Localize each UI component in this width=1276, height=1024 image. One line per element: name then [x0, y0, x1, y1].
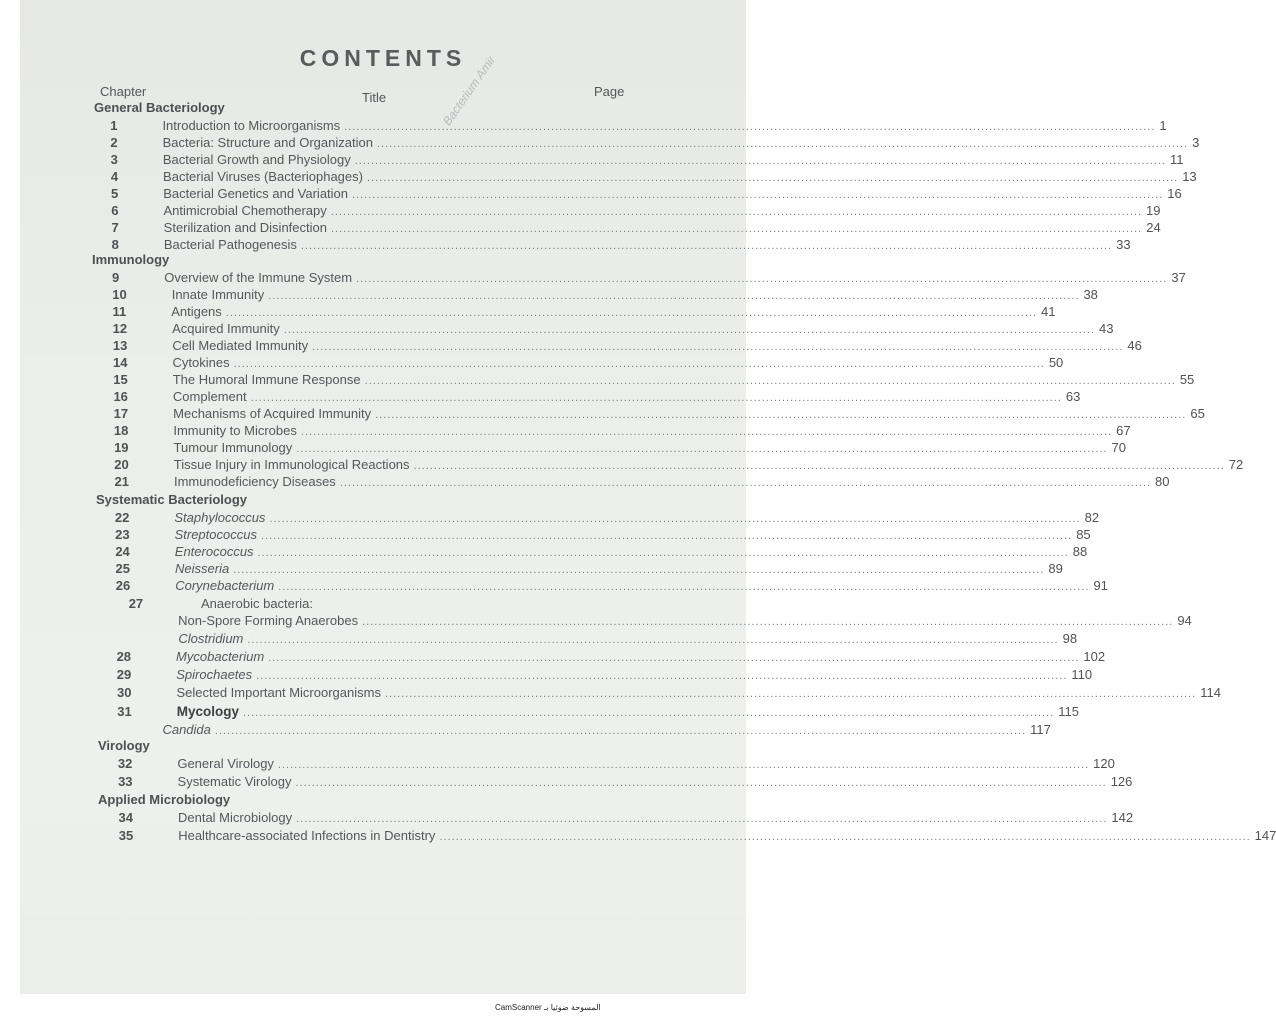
- toc-entry: [111, 220, 1161, 237]
- toc-entry: [117, 704, 1079, 721]
- page-number: 98: [1062, 631, 1078, 646]
- chapter-title: Bacterial Viruses (Bacteriophages): [163, 169, 363, 184]
- dot-leader: ........................................................................................................................................................................................................: [268, 652, 1080, 664]
- section-heading: Virology: [98, 738, 150, 753]
- toc-entry: [116, 613, 1192, 630]
- dot-leader: ........................................................................................................................................................................................................: [339, 477, 1152, 489]
- page-number: 110: [1071, 667, 1093, 682]
- toc-entry: [116, 631, 1078, 648]
- chapter-title: Non-Spore Forming Anaerobes: [178, 613, 359, 628]
- chapter-number: 4: [110, 169, 119, 184]
- chapter-number: 1: [110, 118, 118, 133]
- page-number: 38: [1083, 287, 1098, 302]
- page-number: 55: [1179, 372, 1195, 387]
- chapter-number: 35: [118, 828, 134, 843]
- dot-leader: ........................................................................................................................................................................................................: [413, 460, 1225, 472]
- page-number: 85: [1076, 527, 1091, 542]
- page-number: 63: [1065, 389, 1081, 404]
- page-number: 37: [1171, 270, 1186, 285]
- toc-entry: [110, 118, 1167, 135]
- toc-entry: [112, 321, 1114, 338]
- chapter-number: 2: [110, 135, 118, 150]
- page-number: 120: [1093, 756, 1115, 771]
- chapter-number: 32: [117, 756, 133, 771]
- dot-leader: ........................................................................................................................................................................................................: [296, 813, 1108, 825]
- dot-leader: ........................................................................................................................................................................................................: [233, 358, 1045, 370]
- chapter-number: 19: [114, 440, 129, 455]
- dot-leader: ........................................................................................................................................................................................................: [277, 759, 1090, 771]
- toc-entry: [112, 304, 1056, 321]
- chapter-title: Selected Important Microorganisms: [176, 685, 381, 700]
- toc-entry: [112, 338, 1142, 355]
- page-number: 65: [1190, 406, 1205, 421]
- chapter-number: 5: [111, 186, 119, 201]
- toc-entry: [113, 423, 1131, 440]
- chapter-number: 8: [111, 237, 119, 252]
- dot-leader: ........................................................................................................................................................................................................: [330, 223, 1143, 235]
- chapter-title: Bacterial Genetics and Variation: [163, 186, 349, 201]
- toc-entry: [113, 406, 1205, 423]
- chapter-number: 6: [111, 203, 119, 218]
- page-number: 24: [1146, 220, 1161, 235]
- toc-entry: [111, 237, 1131, 254]
- dot-leader: ........................................................................................................................................................................................................: [376, 138, 1189, 150]
- chapter-number: 24: [115, 544, 130, 559]
- section-heading: Systematic Bacteriology: [96, 492, 248, 507]
- chapter-number: 7: [111, 220, 119, 235]
- chapter-number: 22: [114, 510, 130, 525]
- toc-entry: [118, 828, 1276, 845]
- dot-leader: ........................................................................................................................................................................................................: [384, 688, 1197, 700]
- dot-leader: ........................................................................................................................................................................................................: [354, 155, 1166, 167]
- chapter-title: Spirochaetes: [176, 667, 253, 682]
- chapter-number: 23: [115, 527, 130, 542]
- chapter-title: Dental Microbiology: [177, 810, 293, 825]
- chapter-number: 14: [113, 355, 128, 370]
- chapter-title: Antimicrobial Chemotherapy: [163, 203, 327, 218]
- dot-leader: ........................................................................................................................................................................................................: [356, 273, 1168, 285]
- toc-entry: [117, 685, 1221, 702]
- chapter-title: Mycobacterium: [176, 649, 265, 664]
- page-number: 50: [1048, 355, 1064, 370]
- toc-entry: [115, 544, 1088, 561]
- chapter-title: The Humoral Immune Response: [172, 372, 361, 387]
- chapter-title: Enterococcus: [174, 544, 254, 559]
- toc-entry: [110, 169, 1197, 186]
- toc-entry: [110, 152, 1184, 169]
- chapter-number: 27: [128, 596, 144, 611]
- dot-leader: ........................................................................................................................................................................................................: [439, 831, 1251, 843]
- dot-leader: ........................................................................................................................................................................................................: [268, 290, 1080, 302]
- toc-entry: [113, 355, 1064, 372]
- toc-entry: [112, 270, 1186, 287]
- dot-leader: ........................................................................................................................................................................................................: [296, 443, 1108, 455]
- toc-entry: [114, 440, 1126, 457]
- page-title: CONTENTS: [299, 45, 467, 71]
- chapter-title: Bacterial Growth and Physiology: [162, 152, 351, 167]
- toc-entry: [116, 596, 668, 613]
- page-number: 13: [1182, 169, 1197, 184]
- chapter-title: Candida: [162, 722, 211, 737]
- chapter-number: 21: [114, 474, 129, 489]
- page-number: 102: [1083, 649, 1106, 664]
- page-number: 114: [1200, 685, 1221, 700]
- chapter-number: 20: [114, 457, 129, 472]
- page-number: 11: [1169, 152, 1184, 167]
- chapter-number: 29: [116, 667, 132, 682]
- toc-entry: [114, 474, 1170, 491]
- page-number: 82: [1084, 510, 1100, 525]
- toc-entry: [115, 527, 1091, 544]
- page-number: 80: [1155, 474, 1170, 489]
- chapter-number: 10: [112, 287, 127, 302]
- chapter-title: Staphylococcus: [174, 510, 266, 525]
- dot-leader: ........................................................................................................................................................................................................: [300, 240, 1113, 252]
- chapter-title: General Virology: [177, 756, 274, 771]
- page-number: 16: [1167, 186, 1182, 201]
- chapter-number: 31: [117, 704, 132, 719]
- page-number: 19: [1146, 203, 1161, 218]
- toc-entry: [117, 722, 1051, 739]
- chapter-title: Neisseria: [175, 561, 230, 576]
- dot-leader: ........................................................................................................................................................................................................: [256, 670, 1068, 682]
- section-heading: Immunology: [92, 252, 170, 267]
- scanned-page: [20, 0, 1276, 994]
- chapter-title: Bacteria: Structure and Organization: [162, 135, 373, 150]
- toc-entry: [117, 756, 1115, 773]
- dot-leader: ........................................................................................................................................................................................................: [330, 206, 1142, 218]
- page-number: 88: [1072, 544, 1088, 559]
- chapter-number: 30: [117, 685, 132, 700]
- dot-leader: ........................................................................................................................................................................................................: [278, 581, 1090, 593]
- chapter-number: 12: [112, 321, 128, 336]
- dot-leader: ........................................................................................................................................................................................................: [247, 634, 1059, 646]
- page-number: 67: [1116, 423, 1131, 438]
- dot-leader: ........................................................................................................................................................................................................: [352, 189, 1164, 201]
- page-number: 147: [1254, 828, 1276, 843]
- page-number: 1: [1159, 118, 1167, 133]
- column-header-title: Title: [362, 90, 387, 105]
- toc-entry: [113, 372, 1195, 389]
- chapter-title: Innate Immunity: [171, 287, 265, 302]
- dot-leader: ........................................................................................................................................................................................................: [260, 530, 1073, 542]
- chapter-title: Anaerobic bacteria:: [200, 596, 313, 611]
- chapter-title: Cytokines: [172, 355, 230, 370]
- scanner-footer: CamScanner المسوحة ضوئيا بـ: [495, 1003, 601, 1012]
- page-number: 89: [1048, 561, 1063, 576]
- chapter-title: Corynebacterium: [175, 578, 275, 593]
- dot-leader: ........................................................................................................................................................................................................: [242, 707, 1055, 719]
- dot-leader: ........................................................................................................................................................................................................: [364, 375, 1176, 387]
- chapter-title: Healthcare-associated Infections in Dentistry: [178, 828, 436, 843]
- chapter-number: 11: [112, 304, 127, 319]
- page-number: 91: [1093, 578, 1108, 593]
- page-number: 46: [1127, 338, 1142, 353]
- watermark-stamp: Bacterium Amir: [440, 53, 499, 129]
- dot-leader: ........................................................................................................................................................................................................: [344, 121, 1156, 133]
- toc-entry: [113, 389, 1081, 406]
- dot-leader: ........................................................................................................................................................................................................: [362, 616, 1174, 628]
- chapter-title: Bacterial Pathogenesis: [163, 237, 297, 252]
- dot-leader: ........................................................................................................................................................................................................: [214, 725, 1027, 737]
- toc-entry: [115, 561, 1063, 578]
- chapter-number: 33: [118, 774, 133, 789]
- chapter-title: Complement: [172, 389, 247, 404]
- chapter-title: Clostridium: [178, 631, 244, 646]
- page-number: 33: [1116, 237, 1131, 252]
- chapter-number: 34: [118, 810, 133, 825]
- section-heading: Applied Microbiology: [98, 792, 231, 807]
- page-number: 126: [1110, 774, 1133, 789]
- page-number: 72: [1228, 457, 1244, 472]
- dot-leader: ........................................................................................................................................................................................................: [312, 341, 1124, 353]
- toc-entry: [118, 774, 1133, 791]
- page-number: 117: [1030, 722, 1051, 737]
- chapter-number: 13: [112, 338, 128, 353]
- toc-entry: [114, 510, 1100, 527]
- toc-entry: [114, 457, 1244, 474]
- page-number: 3: [1192, 135, 1200, 150]
- chapter-number: 9: [112, 270, 120, 285]
- chapter-number: 26: [115, 578, 131, 593]
- chapter-title: Mechanisms of Acquired Immunity: [173, 406, 372, 421]
- toc-entry: [118, 810, 1134, 827]
- column-header-chapter: Chapter: [100, 84, 147, 99]
- toc-entry: [111, 203, 1161, 220]
- section-heading: General Bacteriology: [94, 100, 225, 115]
- page-number: 41: [1041, 304, 1056, 319]
- dot-leader: ........................................................................................................................................................................................................: [250, 392, 1062, 404]
- chapter-title: Sterilization and Disinfection: [163, 220, 327, 235]
- page-number: 115: [1058, 704, 1079, 719]
- chapter-title: Cell Mediated Immunity: [172, 338, 309, 353]
- chapter-number: 16: [113, 389, 128, 404]
- page-number: 142: [1111, 810, 1134, 825]
- chapter-number: 17: [113, 406, 129, 421]
- toc-entry: [115, 578, 1108, 595]
- chapter-number: 18: [113, 423, 129, 438]
- dot-leader: ........................................................................................................................................................................................................: [283, 324, 1095, 336]
- dot-leader: ........................................................................................................................................................................................................: [257, 547, 1069, 559]
- chapter-title: Systematic Virology: [177, 774, 292, 789]
- toc-entry: [112, 287, 1098, 304]
- chapter-number: 3: [110, 152, 118, 167]
- toc-entry: [111, 186, 1182, 203]
- chapter-number: 25: [115, 561, 130, 576]
- chapter-title: Tissue Injury in Immunological Reactions: [173, 457, 410, 472]
- chapter-title: Acquired Immunity: [172, 321, 280, 336]
- dot-leader: ........................................................................................................................................................................................................: [225, 307, 1038, 319]
- chapter-title: Mycology: [176, 704, 239, 719]
- dot-leader: ........................................................................................................................................................................................................: [295, 777, 1107, 789]
- chapter-title: Streptococcus: [174, 527, 257, 542]
- page-number: 94: [1177, 613, 1192, 628]
- dot-leader: ........................................................................................................................................................................................................: [269, 513, 1081, 525]
- chapter-title: Introduction to Microorganisms: [162, 118, 341, 133]
- chapter-title: Immunity to Microbes: [173, 423, 297, 438]
- chapter-number: 15: [113, 372, 128, 387]
- dot-leader: ........................................................................................................................................................................................................: [366, 172, 1179, 184]
- column-header-page: Page: [594, 84, 625, 99]
- chapter-title: Overview of the Immune System: [164, 270, 353, 285]
- page-number: 43: [1099, 321, 1114, 336]
- chapter-title: Tumour Immunology: [173, 440, 293, 455]
- chapter-title: Immunodeficiency Diseases: [173, 474, 336, 489]
- dot-leader: ........................................................................................................................................................................................................: [233, 564, 1045, 576]
- chapter-number: 28: [116, 649, 132, 664]
- chapter-title: Antigens: [171, 304, 222, 319]
- toc-entry: [116, 667, 1093, 684]
- toc-entry: [116, 649, 1106, 666]
- dot-leader: ........................................................................................................................................................................................................: [375, 409, 1187, 421]
- dot-leader: ........................................................................................................................................................................................................: [300, 426, 1113, 438]
- toc-entry: [110, 135, 1200, 152]
- page-number: 70: [1111, 440, 1126, 455]
